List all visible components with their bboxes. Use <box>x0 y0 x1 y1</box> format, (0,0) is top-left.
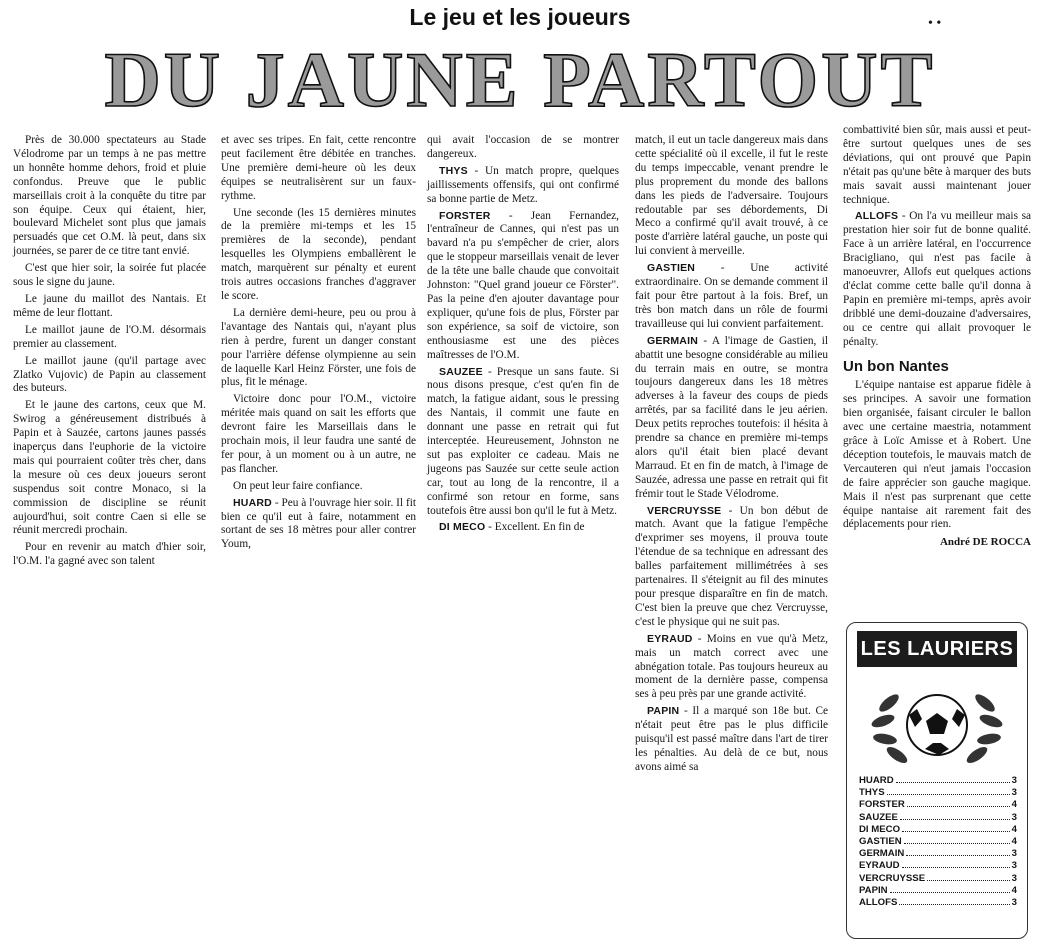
player-name: GERMAIN <box>859 848 905 860</box>
player-paragraph-gastien <box>635 262 828 332</box>
lauriers-title: LES LAURIERS <box>857 631 1017 667</box>
player-score: 3 <box>1011 848 1017 860</box>
paragraph: Victoire donc pour l'O.M., victoire méritée mais quand on sait les efforts que devront faire les Marseillais dans le prochain mois, il leur faudra une santé de fer pour, à un moment ou à un autre, ne pas flancher. <box>221 393 416 475</box>
dot-leader <box>890 892 1010 893</box>
player-comment: - A l'image de Gastien, il abattit une besogne considérable au milieu du terrain mais en outre, se montra toujours dangereux dans les 18 mètres adverses à la faveur des coups de pieds arrêtés, par sa facilité dans le jeu aérien. Deux petits reproches toutefois: il hésita à prendre sa chance en première mi-temps alors qu'il était bien placé devant Marraud. Et en fin de match, à l'image de Sauzée, adressa une passe en retrait qui fit frémir tout le Stade Vélodrome. <box>635 334 828 500</box>
player-name: VERCRUYSSE <box>647 504 722 517</box>
paragraph: combattivité bien sûr, mais aussi et peut-être surtout quelques unes de ses déviations, qui ont prouvé que Papin n'était pas qu'une bête à marquer des buts mais savait aussi maintenant jouer technique. <box>843 124 1031 206</box>
player-score: 3 <box>1011 787 1017 799</box>
player-name: THYS <box>439 164 468 177</box>
player-name: DI MECO <box>859 823 901 835</box>
player-comment: - Il a marqué son 18e but. Ce n'était peut être pas le plus difficile puisqu'il est passé maître dans l'art de tirer les pénalties. Au delà de ce but, nous avons aimé sa <box>635 705 828 773</box>
player-name: HUARD <box>859 775 894 786</box>
article-column-2 <box>221 134 416 555</box>
player-name: HUARD <box>233 496 272 509</box>
player-name: VERCRUYSSE <box>859 872 926 884</box>
dot-leader <box>900 819 1010 820</box>
player-score: 3 <box>1011 872 1017 884</box>
section-kicker: Le jeu et les joueurs <box>409 4 631 30</box>
dot-leader <box>887 794 1010 795</box>
paragraph: Et le jaune des cartons, ceux que M. Swirog a généreusement distribués à Papin et à Sauzée, cartons jaunes passés inaperçus dans l'euphorie de la victoire mais qui pourraient coûter très cher, dans la mesure où ces deux joueurs seront suspendus soit contre Monaco, si la commission de discipline se réunit aujourd'hui, soit contre Caen si elle se réunit mercredi prochain. <box>13 399 206 537</box>
paragraph: Une seconde (les 15 dernières minutes de la première mi-temps et les 15 premières de la seconde), pendant lesquelles les Olympiens emballèrent le match, marquèrent sur pénalty et eurent trois autres occasions franches d'aggraver le score. <box>221 206 416 302</box>
player-comment: - Peu à l'ouvrage hier soir. Il fit bien ce qu'il eut à faire, notamment en sortant de ses 18 mètres pour aller contrer Youm, <box>221 496 416 551</box>
player-name: FORSTER <box>439 209 491 222</box>
player-score: 3 <box>1011 897 1017 909</box>
player-score: 4 <box>1011 884 1017 896</box>
rating-row <box>859 885 1017 897</box>
player-comment: - On l'a vu meilleur mais sa prestation hier soir fut de bonne qualité. Face à un arrière latéral, en l'occurrence Bracigliano, qui n'est pas facile à manoeuvrer, Allofs eut quelques actions d'éclat comme cette balle qu'il donna à Papin en première mi-temps, après avoir dribblé une demi-douzaine d'adversaires, ou ce centre qui allait provoquer le pénalty. <box>843 210 1031 348</box>
rating-row <box>859 799 1017 811</box>
rating-row <box>859 824 1017 836</box>
player-name: ALLOFS <box>855 210 899 223</box>
player-name: FORSTER <box>859 799 905 811</box>
player-score: 4 <box>1011 823 1017 835</box>
paragraph: On peut leur faire confiance. <box>233 479 363 492</box>
player-score: 3 <box>1011 811 1017 823</box>
player-name: GASTIEN <box>647 262 696 275</box>
player-name: SAUZEE <box>439 365 483 378</box>
player-paragraph-dimeco <box>427 521 619 535</box>
rating-row <box>859 897 1017 909</box>
rating-row <box>859 873 1017 885</box>
player-paragraph-germain <box>635 335 828 502</box>
player-paragraph-eyraud <box>635 633 828 703</box>
subheading: Un bon Nantes <box>843 357 949 375</box>
player-name: EYRAUD <box>859 860 900 872</box>
dot-leader <box>904 843 1010 844</box>
player-score: 3 <box>1011 775 1017 786</box>
rating-row <box>859 787 1017 799</box>
paragraph: et avec ses tripes. En fait, cette rencontre peut facilement être débitée en tranches. Une première demi-heure où les deux équipes se neutralisèrent sur un faux-rythme. <box>221 134 416 202</box>
player-score: 3 <box>1011 860 1017 872</box>
player-name: THYS <box>859 787 885 799</box>
player-comment: - Moins en vue qu'à Metz, mais un match correct avec une abnégation totale. Pas toujours heureux au moment de la dernière passe, compensa ses à peu près par une grande activité. <box>635 632 828 701</box>
player-comment: - Presque un sans faute. Si nous disons presque, c'est qu'en fin de match, la fatigue aidant, sous le pressing des Nantais, il commit une faute en donnant une passe en retrait qui fut interceptée. Heureusement, Johnston ne sut pas exploiter ce cadeau. Mais ne jugeons pas Sauzée sur cette seule action car, tout au long de la rencontre, il a confirmé son retour en forme, sans toutefois être aussi bon qu'il le fut à Metz. <box>427 365 619 517</box>
dot-leader <box>896 782 1010 783</box>
paragraph: L'équipe nantaise est apparue fidèle à ses principes. A savoir une formation bien organisée, faisant circuler le ballon avec une certaine maestria, notamment grâce à Loïc Amisse et à Robert. Une déception toutefois, le mauvais match de Vercauteren qui n'eut jamais l'occasion de faire apprécier son gauche magique. Mais il n'est pas surprenant que cette équipe nantaise ait rarement fait des déplacements pour rien. <box>843 379 1031 531</box>
article-column-4 <box>635 134 828 778</box>
player-paragraph-allofs <box>843 210 1031 349</box>
paragraph: qui avait l'occasion de se montrer dangereux. <box>427 134 619 160</box>
rating-row <box>859 812 1017 824</box>
player-comment: - Un match propre, quelques jaillissements offensifs, qui ont confirmé sa bonne partie de Metz. <box>427 164 619 205</box>
player-comment: - Un bon début de match. Avant que la fatigue l'empêche d'exprimer ses moyens, il prouva toute l'étendue de sa technique en adressant des balles parfaitement millimétrées à ses partenaires. Il s'éteignit au fil des minutes pour presque disparaître en fin de match. C'est bien la preuve que chez Vercruysse, c'est le physique qui ne suit pas. <box>635 504 828 628</box>
player-paragraph-sauzee <box>427 366 619 519</box>
player-name: GERMAIN <box>647 334 698 347</box>
paragraph: Pour en revenir au match d'hier soir, l'O.M. l'a gagné avec son talent <box>13 541 206 568</box>
dot-leader <box>906 855 1009 856</box>
paragraph: match, il eut un tacle dangereux mais dans cette spécialité où il excelle, il fut le reste du temps impeccable, venant prendre le plus proprement du monde des ballons dans les pieds de l'adversaire. Toujours redoutable par ses débordements, Di Meco a confirmé qu'il avait trouvé, à ce poste d'arrière latéral gauche, un poste qui lui convient à merveille. <box>635 134 828 258</box>
player-paragraph-vercruysse <box>635 505 828 630</box>
player-name: GASTIEN <box>859 836 902 848</box>
player-name: DI MECO <box>439 521 486 534</box>
rating-row <box>859 860 1017 872</box>
rating-row <box>859 848 1017 860</box>
byline: André DE ROCCA <box>939 536 1031 549</box>
player-paragraph-forster <box>427 210 619 363</box>
headline: DU JAUNE PARTOUT <box>104 36 936 123</box>
laurel-ball-icon <box>867 663 1007 771</box>
player-paragraph-huard <box>221 497 416 553</box>
paragraph: La dernière demi-heure, peu ou prou à l'avantage des Nantais qui, n'ayant plus rien à perdre, furent un danger constant pour l'arrière défense olympienne au sein de laquelle Karl Heinz Förster, une fois de plus, fit le ménage. <box>221 306 416 389</box>
paragraph: Le jaune du maillot des Nantais. Et même de leur flottant. <box>13 292 206 319</box>
lauriers-box <box>846 622 1028 939</box>
paragraph: Près de 30.000 spectateurs au Stade Vélodrome par un temps à ne pas mettre un honnête homme dehors, froid et pluie confondus. Preuve que le public marseillais croit à la conquête du titre par son équipe. Ceux qui étaient, hier, boulevard Michelet sont plus que jamais persuadés que cet O.M. là peut, dans six journées, se parer de ce titre tant envié. <box>13 134 206 258</box>
player-name: ALLOFS <box>859 897 898 909</box>
dot-leader <box>902 867 1010 868</box>
ratings-list <box>859 775 1017 909</box>
player-name: PAPIN <box>647 705 680 718</box>
paragraph: C'est que hier soir, la soirée fut placée sous le signe du jaune. <box>13 262 206 289</box>
player-name: SAUZEE <box>859 811 898 823</box>
player-comment: - Une activité extraordinaire. On se demande comment il fait pour être partout à la fois. Bref, un très bon match dans un rôle de fourmi travailleuse qui lui convient parfaitement. <box>635 262 828 330</box>
dot-leader <box>902 831 1010 832</box>
player-score: 4 <box>1011 799 1017 811</box>
dot-leader <box>899 904 1009 905</box>
player-name: EYRAUD <box>647 632 693 645</box>
rating-row <box>859 775 1017 787</box>
paragraph: Le maillot jaune de l'O.M. désormais premier au classement. <box>13 323 206 350</box>
article-column-1 <box>13 134 206 572</box>
player-comment: - Jean Fernandez, l'entraîneur de Cannes, qui n'est pas un bavard n'a pu s'empêcher de crier, alors que le stoppeur marseillais venait de lever de la tête une balle chaude que convoitait Johnston: "Quel grand joueur ce Förster". Pas la peine d'en ajouter davantage pour expliquer, qu'une fois de plus, Förster par son expérience, sa soif de victoire, son enthousiasme est une des pièces maîtresses de l'O.M. <box>427 209 619 361</box>
player-score: 4 <box>1011 836 1017 848</box>
player-name: PAPIN <box>859 884 888 896</box>
player-comment: - Excellent. En fin de <box>485 521 585 534</box>
rating-row <box>859 836 1017 848</box>
player-paragraph-papin <box>635 705 828 775</box>
article-column-5 <box>843 124 1031 550</box>
dot-leader <box>907 806 1010 807</box>
paragraph: Le maillot jaune (qu'il partage avec Zlatko Vujovic) de Papin au classement des buteurs. <box>13 354 206 395</box>
corner-marks: • • <box>928 16 942 31</box>
article-column-3 <box>427 134 619 538</box>
dot-leader <box>927 880 1010 881</box>
player-paragraph-thys <box>427 165 619 207</box>
